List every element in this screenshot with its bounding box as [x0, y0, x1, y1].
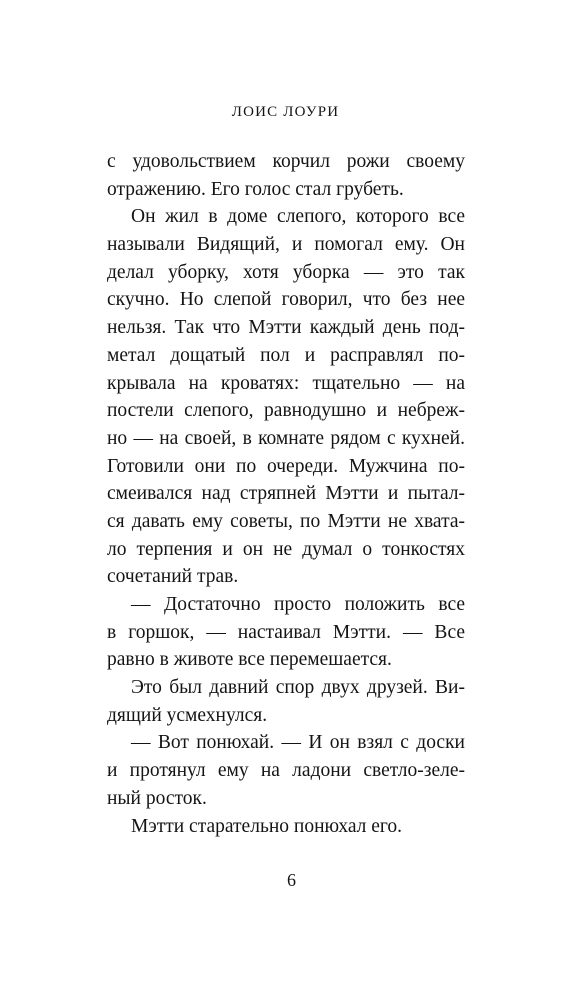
text-line: Мэтти старательно понюхал его. [131, 815, 403, 837]
paragraph [107, 203, 465, 591]
text-line: метал дощатый пол и расправлял по- [107, 344, 465, 366]
text-line: в горшок, — настаивал Мэтти. — Все [107, 621, 465, 643]
text-line: равно в животе все перемешается. [107, 649, 392, 671]
text-line: Это был давний спор двух друзей. Ви- [131, 677, 465, 699]
paragraph [107, 148, 465, 203]
running-title: ЛОИС ЛОУРИ [231, 104, 340, 120]
text-line: и протянул ему на ладони светло-зеле- [107, 760, 465, 782]
text-line: крывала на кроватях: тщательно — на [107, 372, 465, 394]
paragraph [107, 591, 465, 674]
text-line: отражению. Его голос стал грубеть. [107, 178, 404, 200]
text-line: нельзя. Так что Мэтти каждый день под- [107, 317, 465, 339]
paragraph [107, 813, 465, 841]
text-line: — Достаточно просто положить все [131, 594, 465, 615]
page-number: 6 [287, 870, 296, 890]
text-line: делал уборку, хотя уборка — это так [107, 261, 465, 283]
text-line: — Вот понюхай. — И он взял с доски [131, 732, 465, 754]
text-line: с удовольствием корчил рожи своему [107, 151, 465, 172]
text-line: ный росток. [107, 787, 207, 809]
text-line: скучно. Но слепой говорил, что без нее [107, 289, 465, 311]
text-line: ло терпения и он не думал о тонкостях [107, 538, 465, 560]
text-line: сочетаний трав. [107, 566, 239, 588]
paragraph [107, 729, 465, 812]
text-line: Готовили они по очереди. Мужчина по- [107, 455, 465, 477]
text-line: но — на своей, в комнате рядом с кухней. [107, 427, 465, 449]
paragraph [107, 674, 465, 729]
body-text [107, 148, 465, 840]
text-line: ся давать ему советы, по Мэтти не хвата- [107, 510, 465, 532]
text-line: смеивался над стряпней Мэтти и пытал- [107, 483, 465, 505]
text-line: Он жил в доме слепого, которого все [131, 206, 465, 228]
text-line: называли Видящий, и помогал ему. Он [107, 234, 465, 256]
text-line: дящий усмехнулся. [107, 704, 268, 726]
text-line: постели слепого, равнодушно и небреж- [107, 400, 465, 422]
